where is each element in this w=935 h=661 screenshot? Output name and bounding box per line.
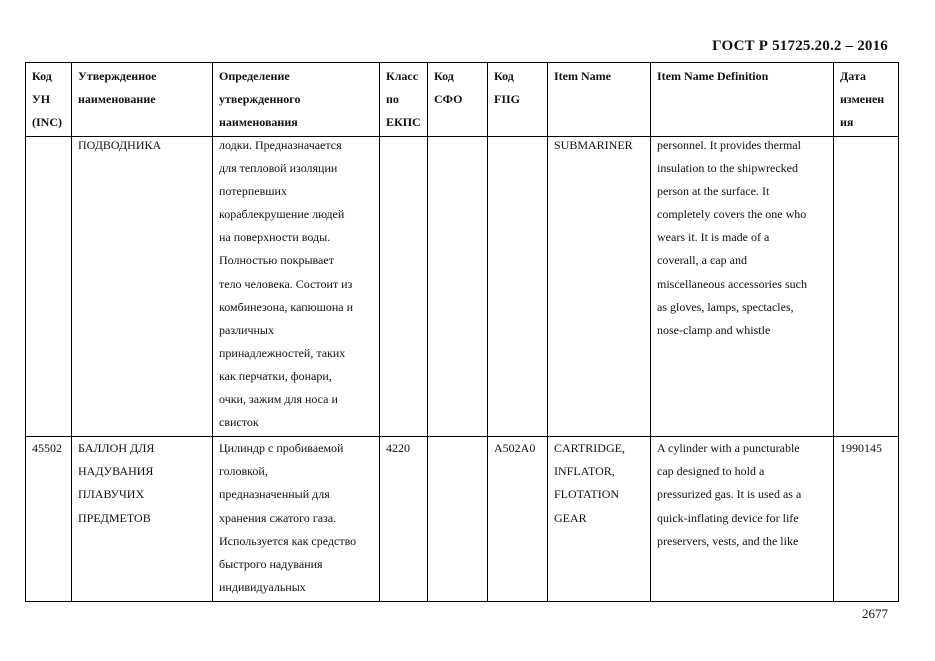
header-inc-code: Код УН (INC) <box>26 63 72 137</box>
header-item-name-definition: Item Name Definition <box>651 63 834 137</box>
cell-sfo-code <box>428 137 488 437</box>
cell-approved-name: БАЛЛОН ДЛЯ НАДУВАНИЯ ПЛАВУЧИХ ПРЕДМЕТОВ <box>72 437 213 602</box>
cell-inc-code <box>26 137 72 437</box>
cell-item-name-definition: personnel. It provides thermal insulation to the shipwrecked person at the surface. It completely covers the one who wears it. It is made of a coverall, a cap and miscellaneous accessories such as gloves, lamps, spectacles, nose-clamp and whistle <box>651 137 834 437</box>
document-header: ГОСТ Р 51725.20.2 – 2016 <box>712 38 888 54</box>
table-header-row <box>26 63 899 137</box>
header-item-name: Item Name <box>548 63 651 137</box>
page-number: 2677 <box>862 606 888 621</box>
catalog-table <box>25 62 899 602</box>
cell-change-date: 1990145 <box>834 437 899 602</box>
cell-item-name: CARTRIDGE, INFLATOR, FLOTATION GEAR <box>548 437 651 602</box>
cell-ekps-class <box>380 137 428 437</box>
cell-name-definition: Цилиндр с пробиваемой головкой, предназначенный для хранения сжатого газа. Используется как средство быстрого надувания индивидуальных <box>213 437 380 602</box>
cell-ekps-class: 4220 <box>380 437 428 602</box>
header-sfo-code: Код СФО <box>428 63 488 137</box>
table-row <box>26 437 899 602</box>
cell-name-definition: лодки. Предназначается для тепловой изоляции потерпевших кораблекрушение людей на поверхности воды. Полностью покрывает тело человека. Состоит из комбинезона, капюшона и различных принадлежностей, таких как перчатки, фонари, очки, зажим для носа и свисток <box>213 137 380 437</box>
header-change-date: Дата изменен ия <box>834 63 899 137</box>
cell-item-name-definition: A cylinder with a puncturable cap designed to hold a pressurized gas. It is used as a quick-inflating device for life preservers, vests, and the like <box>651 437 834 602</box>
cell-inc-code: 45502 <box>26 437 72 602</box>
cell-approved-name: ПОДВОДНИКА <box>72 137 213 437</box>
header-approved-name: Утвержденное наименование <box>72 63 213 137</box>
cell-sfo-code <box>428 437 488 602</box>
header-name-definition: Определение утвержденного наименования <box>213 63 380 137</box>
cell-change-date <box>834 137 899 437</box>
cell-fiig-code: A502A0 <box>488 437 548 602</box>
table-row <box>26 137 899 437</box>
cell-fiig-code <box>488 137 548 437</box>
header-ekps-class: Класс по ЕКПС <box>380 63 428 137</box>
cell-item-name: SUBMARINER <box>548 137 651 437</box>
header-fiig-code: Код FIIG <box>488 63 548 137</box>
